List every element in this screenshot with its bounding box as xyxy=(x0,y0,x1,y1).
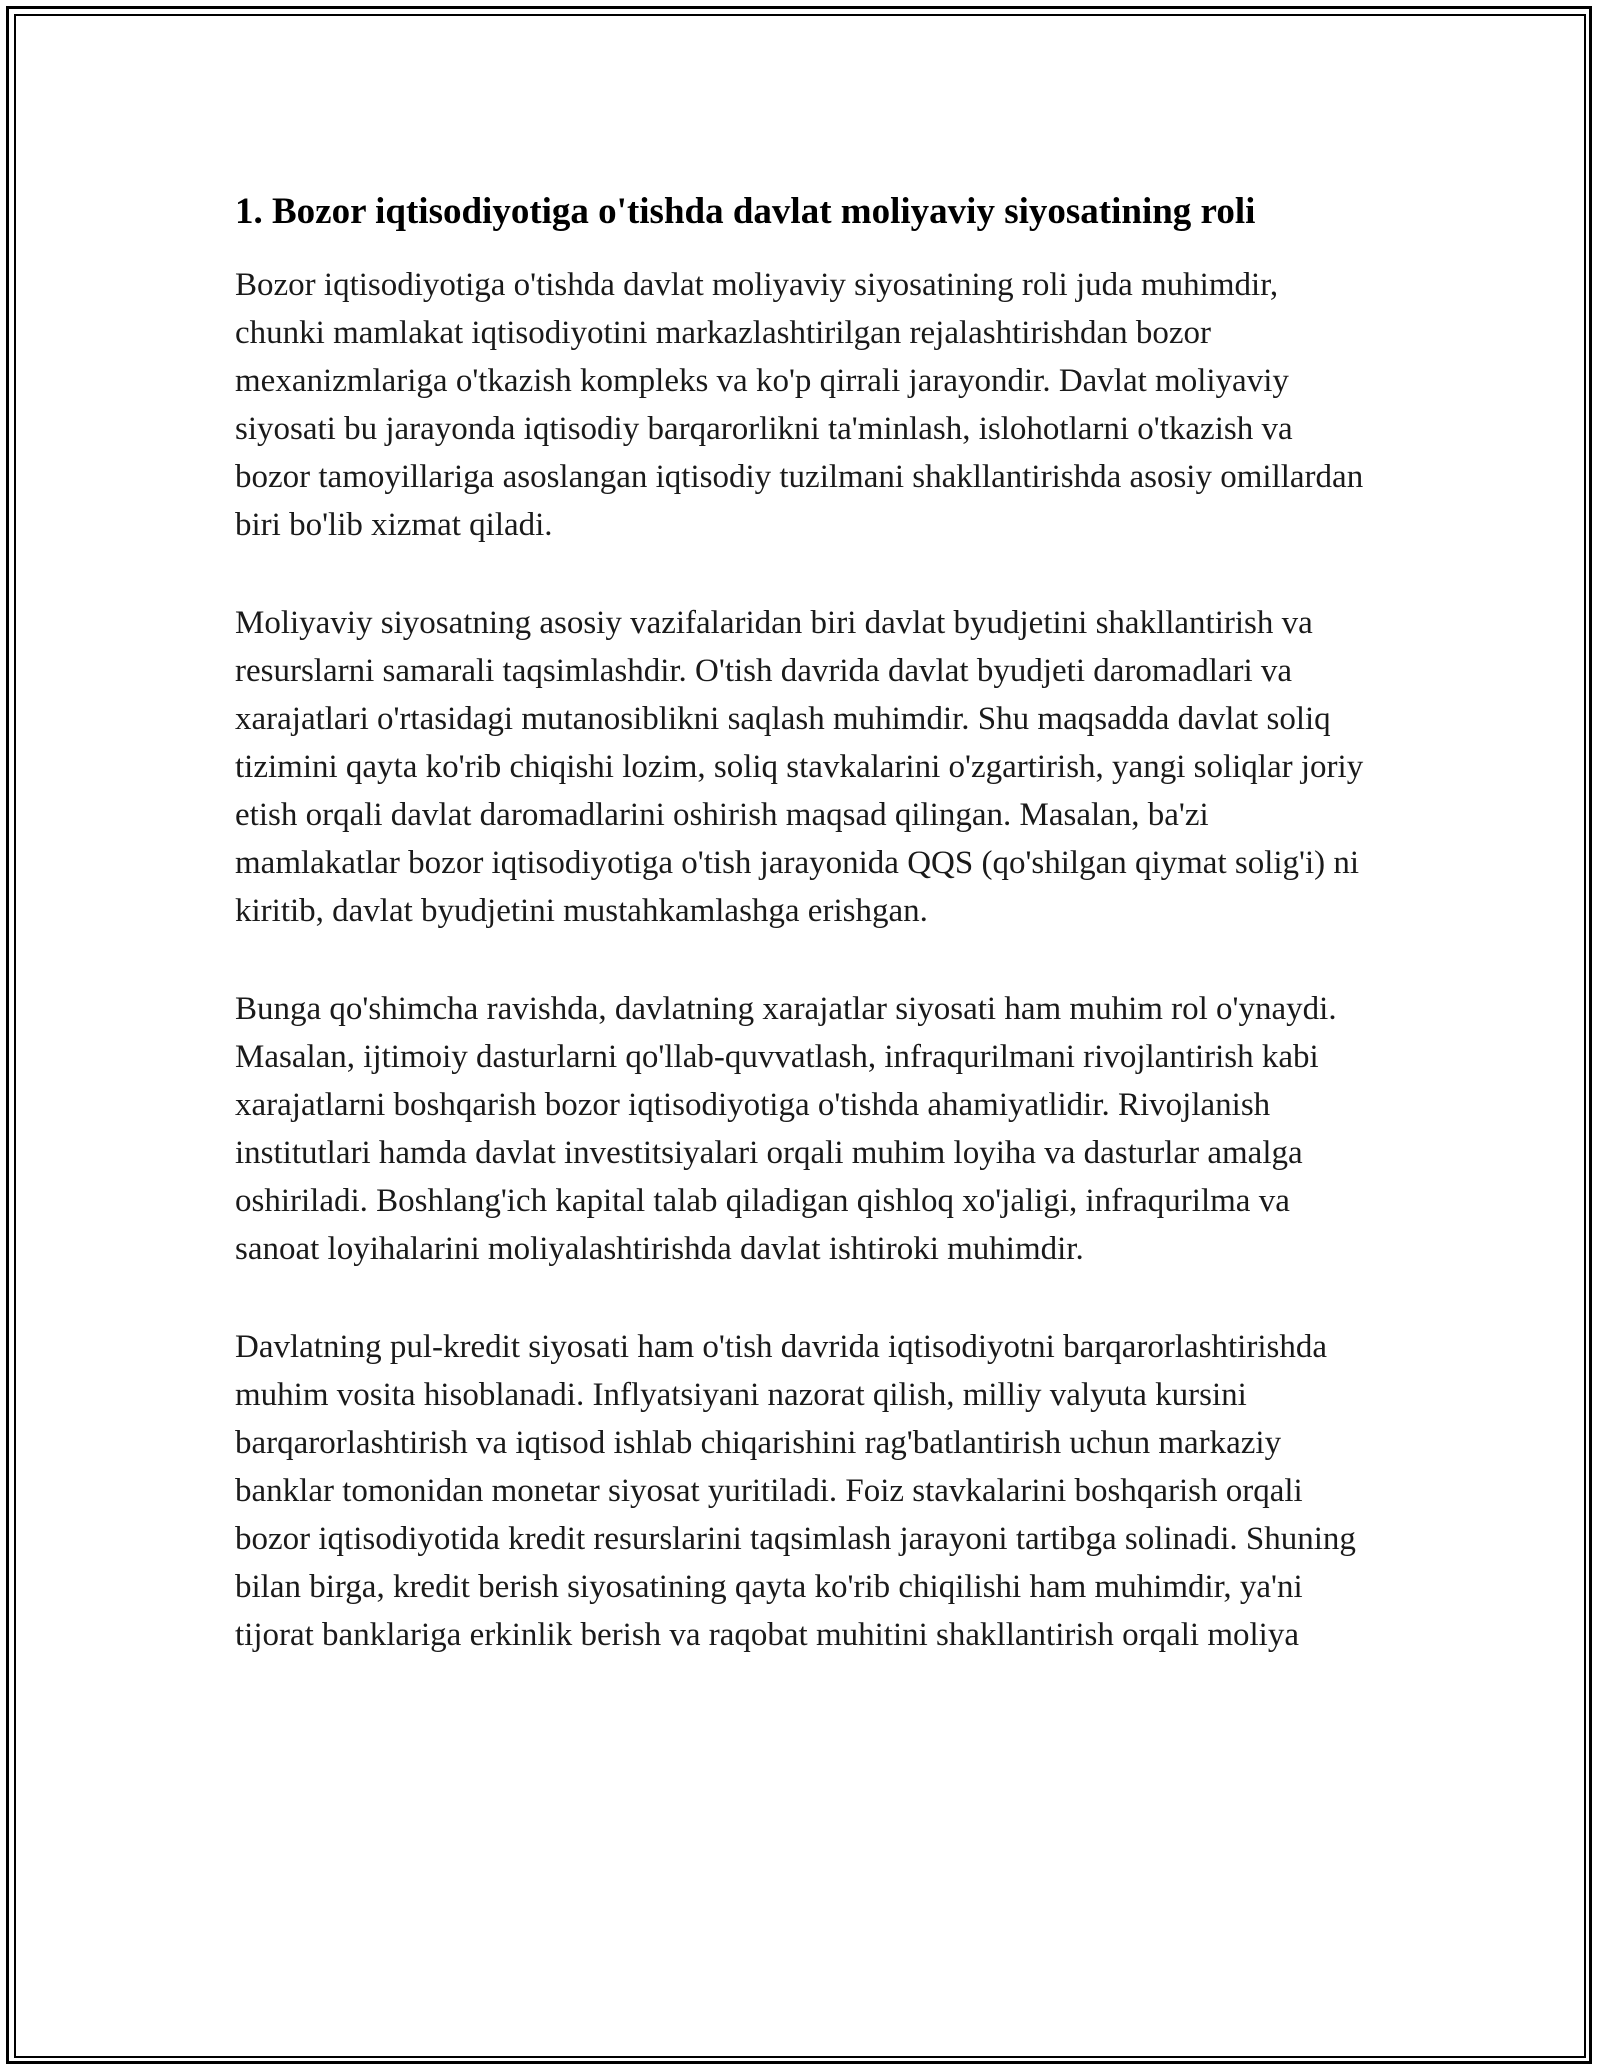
paragraph-1: Bozor iqtisodiyotiga o'tishda davlat moliyaviy siyosatining roli juda muhimdir, chunki mamlakat iqtisodiyotini markazlashtirilgan rejalashtirishdan bozor mexanizmlariga o'tkazish kompleks va ko'p qirrali jarayondir. Davlat moliyaviy siyosati bu jarayonda iqtisodiy barqarorlikni ta'minlash, islohotlarni o'tkazish va bozor tamoyillariga asoslangan iqtisodiy tuzilmani shakllantirishda asosiy omillardan biri bo'lib xizmat qiladi. xyxy=(235,267,1364,543)
paragraph-4: Davlatning pul-kredit siyosati ham o'tish davrida iqtisodiyotni barqarorlashtirishda muhim vosita hisoblanadi. Inflyatsiyani nazorat qilish, milliy valyuta kursini barqarorlashtirish va iqtisod ishlab chiqarishini rag'batlantirish uchun markaziy banklar tomonidan monetar siyosat yuritiladi. Foiz stavkalarini boshqarish orqali bozor iqtisodiyotida kredit resurslarini taqsimlash jarayoni tartibga solinadi. Shuning bilan birga, kredit berish siyosatining qayta ko'rib chiqilishi ham muhimdir, ya'ni tijorat banklariga erkinlik berish va raqobat muhitini shakllantirish orqali moliya xyxy=(235,1329,1356,1653)
document-title: 1. Bozor iqtisodiyotiga o'tishda davlat moliyaviy siyosatining roli xyxy=(235,191,1256,232)
paragraph-2: Moliyaviy siyosatning asosiy vazifalaridan biri davlat byudjetini shakllantirish va resurslarni samarali taqsimlashdir. O'tish davrida davlat byudjeti daromadlari va xarajatlari o'rtasidagi mutanosiblikni saqlash muhimdir. Shu maqsadda davlat soliq tizimini qayta ko'rib chiqishi lozim, soliq stavkalarini o'zgartirish, yangi soliqlar joriy etish orqali davlat daromadlarini oshirish maqsad qilingan. Masalan, ba'zi mamlakatlar bozor iqtisodiyotiga o'tish jarayonida QQS (qo'shilgan qiymat solig'i) ni kiritib, davlat byudjetini mustahkamlashga erishgan. xyxy=(235,605,1364,929)
document-body xyxy=(235,185,1365,1709)
paragraph-3: Bunga qo'shimcha ravishda, davlatning xarajatlar siyosati ham muhim rol o'ynaydi. Masalan, ijtimoiy dasturlarni qo'llab-quvvatlash, infraqurilmani rivojlantirish kabi xarajatlarni boshqarish bozor iqtisodiyotiga o'tishda ahamiyatlidir. Rivojlanish institutlari hamda davlat investitsiyalari orqali muhim loyiha va dasturlar amalga oshiriladi. Boshlang'ich kapital talab qiladigan qishloq xo'jaligi, infraqurilma va sanoat loyihalarini moliyalashtirishda davlat ishtiroki muhimdir. xyxy=(235,991,1337,1267)
